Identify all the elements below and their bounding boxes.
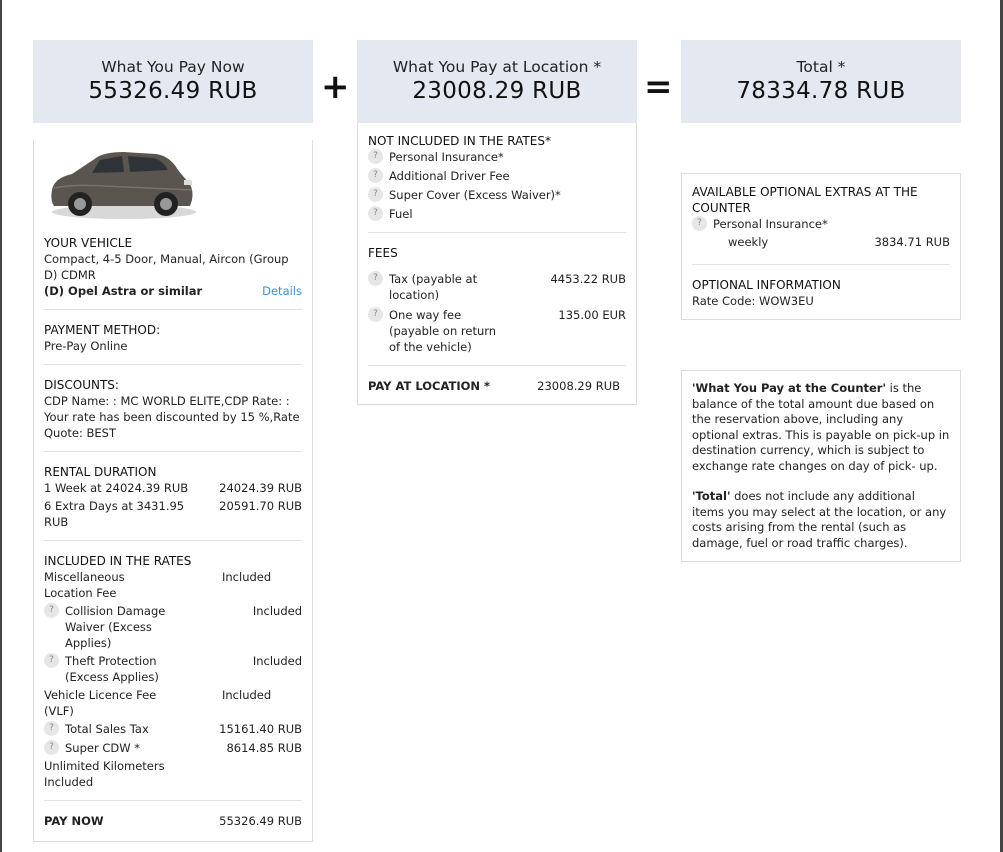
plus-operator: + <box>321 67 350 107</box>
included-row <box>44 569 302 601</box>
fee-value: 135.00 EUR <box>558 308 626 322</box>
included-value: 8614.85 RUB <box>226 741 302 755</box>
duration-label: 1 Week at 24024.39 RUB <box>44 481 189 495</box>
included-value: Included <box>222 570 272 584</box>
optional-info-section <box>692 265 950 319</box>
fees-heading: FEES <box>368 246 398 260</box>
total-note-paragraph <box>692 489 950 551</box>
payment-method-value: Pre-Pay Online <box>44 339 128 353</box>
not-included-heading: NOT INCLUDED IN THE RATES* <box>368 134 551 148</box>
extras-heading: AVAILABLE OPTIONAL EXTRAS AT THE COUNTER <box>692 185 918 215</box>
included-row <box>44 653 302 685</box>
vehicle-model: (D) Opel Astra or similar <box>44 284 203 298</box>
pay-now-title: What You Pay Now <box>101 58 245 76</box>
fee-row <box>368 271 626 303</box>
pay-location-title: What You Pay at Location * <box>392 58 602 76</box>
pay-now-total-label: PAY NOW <box>44 814 104 828</box>
included-label: Super CDW * <box>65 741 141 755</box>
duration-label: 6 Extra Days at 3431.95 RUB <box>44 499 185 529</box>
not-included-item <box>368 187 626 203</box>
help-icon[interactable]: ? <box>368 187 383 202</box>
window-border-left <box>0 0 2 852</box>
included-label: Collision Damage Waiver (Excess Applies) <box>65 604 166 650</box>
vehicle-description: Compact, 4-5 Door, Manual, Aircon (Group D) CDMR <box>44 252 289 282</box>
pay-now-panel <box>33 140 313 842</box>
counter-note-paragraph <box>692 381 950 474</box>
not-included-label: Personal Insurance* <box>389 150 504 164</box>
pay-now-total-value: 55326.49 RUB <box>219 814 302 828</box>
counter-note-box <box>681 370 961 562</box>
included-rates-section <box>44 541 302 801</box>
help-icon[interactable]: ? <box>692 216 707 231</box>
rental-duration-heading: RENTAL DURATION <box>44 465 157 479</box>
not-included-label: Fuel <box>389 207 413 221</box>
extras-item <box>692 216 950 232</box>
vehicle-image <box>44 140 199 225</box>
total-note-text: does not include any additional items you may select at the location, or any costs arising from the rental (such as damage, fuel or road traffic charges). <box>692 489 947 550</box>
payment-method-section <box>44 310 302 365</box>
counter-note-term: 'What You Pay at the Counter' <box>692 381 886 395</box>
extras-section <box>692 184 950 265</box>
help-icon[interactable]: ? <box>44 653 59 668</box>
extras-item-label: Personal Insurance* <box>713 217 828 231</box>
equals-operator: = <box>644 67 673 107</box>
not-included-item <box>368 149 626 165</box>
optional-extras-box <box>681 173 961 320</box>
pay-location-total-value: 23008.29 RUB <box>537 379 620 393</box>
not-included-item <box>368 168 626 184</box>
included-row <box>44 687 302 719</box>
help-icon[interactable]: ? <box>368 271 383 286</box>
included-label: Unlimited Kilometers Included <box>44 759 165 789</box>
duration-value: 24024.39 RUB <box>219 481 302 495</box>
total-header <box>681 40 961 123</box>
help-icon[interactable]: ? <box>368 168 383 183</box>
discounts-text: CDP Name: : MC WORLD ELITE,CDP Rate: : Your rate has been discounted by 15 %,Rate Quote: BEST <box>44 394 300 440</box>
pay-now-column <box>33 40 313 842</box>
total-column <box>681 40 961 562</box>
pay-location-panel <box>357 123 637 405</box>
included-value: Included <box>222 688 272 702</box>
pay-now-amount: 55326.49 RUB <box>88 78 258 104</box>
pay-location-amount: 23008.29 RUB <box>412 78 582 104</box>
pay-location-column <box>357 40 637 405</box>
included-row <box>44 758 302 790</box>
included-row <box>44 603 302 651</box>
optional-info-heading: OPTIONAL INFORMATION <box>692 278 841 292</box>
duration-value: 20591.70 RUB <box>219 499 302 513</box>
help-icon[interactable]: ? <box>368 307 383 322</box>
pay-now-header <box>33 40 313 123</box>
total-title: Total * <box>796 58 846 76</box>
extras-price-row <box>692 234 950 250</box>
help-icon[interactable]: ? <box>44 740 59 755</box>
fee-value: 4453.22 RUB <box>550 272 626 286</box>
total-amount: 78334.78 RUB <box>736 78 906 104</box>
pay-location-total-section <box>368 366 626 404</box>
included-label: Total Sales Tax <box>65 722 149 736</box>
help-icon[interactable]: ? <box>368 206 383 221</box>
counter-note-text: is the balance of the total amount due based on the reservation above, including any optional extras. This is payable on pick-up in destination currency, which is subject to exchange rate changes on day of pick- up. <box>692 381 950 473</box>
included-value: Included <box>252 604 302 618</box>
pay-location-header <box>357 40 637 123</box>
not-included-label: Super Cover (Excess Waiver)* <box>389 188 561 202</box>
included-label: Vehicle Licence Fee (VLF) <box>44 688 157 718</box>
fee-label: One way fee (payable on return of the vehicle) <box>389 308 497 354</box>
fees-section <box>368 233 626 366</box>
discounts-section <box>44 365 302 452</box>
extras-period: weekly <box>728 235 769 249</box>
included-value: 15161.40 RUB <box>219 722 302 736</box>
vehicle-details-link[interactable]: Details <box>262 284 302 298</box>
duration-row <box>44 480 302 496</box>
included-label: Miscellaneous Location Fee <box>44 570 125 600</box>
help-icon[interactable]: ? <box>44 603 59 618</box>
help-icon[interactable]: ? <box>368 149 383 164</box>
vehicle-heading: YOUR VEHICLE <box>44 236 133 250</box>
rate-code: Rate Code: WOW3EU <box>692 294 814 308</box>
included-row <box>44 740 302 756</box>
help-icon[interactable]: ? <box>44 721 59 736</box>
rental-duration-section <box>44 452 302 541</box>
included-label: Theft Protection (Excess Applies) <box>65 654 159 684</box>
pay-now-total-section <box>44 801 302 841</box>
payment-method-heading: PAYMENT METHOD: <box>44 323 161 337</box>
discounts-heading: DISCOUNTS: <box>44 378 119 392</box>
fee-row <box>368 307 626 355</box>
duration-row <box>44 498 302 530</box>
included-rates-heading: INCLUDED IN THE RATES <box>44 554 192 568</box>
not-included-item <box>368 206 626 222</box>
fee-label: Tax (payable at location) <box>389 272 478 302</box>
not-included-label: Additional Driver Fee <box>389 169 510 183</box>
not-included-section <box>368 123 626 233</box>
vehicle-section <box>44 225 302 310</box>
total-note-term: 'Total' <box>692 489 731 503</box>
extras-price: 3834.71 RUB <box>874 235 950 249</box>
pay-location-total-label: PAY AT LOCATION * <box>368 379 491 393</box>
included-value: Included <box>252 654 302 668</box>
included-row <box>44 721 302 737</box>
